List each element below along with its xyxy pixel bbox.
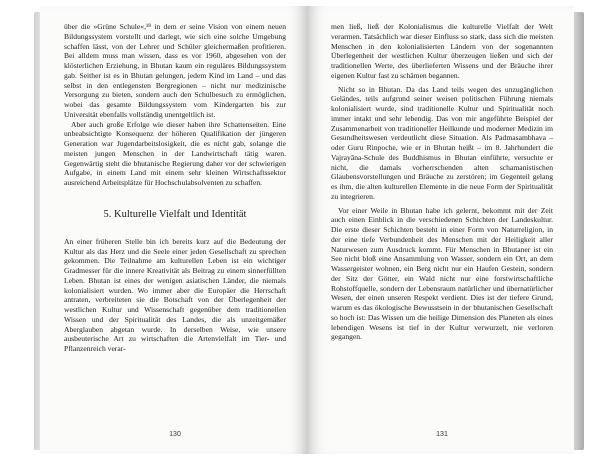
paragraph: über die »Grüne Schule«,¹⁸ in dem er seine Vision von einem neuen Bildungssystem vorstellt und darlegt, wie sich eine solche Umgebung schaffen lässt, von der Lehrer und Schüler gleichermaßen profitieren. Bei alldem muss man wissen, dass es vor 1960, abgesehen von der klösterlichen Erziehung, in Bhutan kaum ein reguläres Bildungssystem gab. Seither ist es in Bhutan gelungen, jedem Kind im Land – und das selbst in den entlegensten Bergregionen – nicht nur medizinische Versorgung zu bieten, sondern auch den Schulbesuch zu ermöglichen, wobei das gesamte Bildungssystem vom Kindergarten bis zur Universität ebenfalls vollständig unentgeltlich ist.: [64, 22, 286, 119]
paragraph: Nicht so in Bhutan. Da das Land teils wegen des unzugänglichen Geländes, teils aufgrund seiner weisen politischen Führung niemals kolonialisiert wurde, sind traditionelle Kultur und Spiritualität noch immer intakt und sehr lebendig. Das von mir angeführte Beispiel der Zusammenarbeit von traditioneller Heilkunde und moderner Medizin im Gesundheitswesen verdeutlicht diese Situation. Als Padmasambhava – oder Guru Rinpoche, wie er in Bhutan heißt – im 8. Jahrhundert die Vajrayāna-Schule des Buddhismus in Bhutan einführte, versuchte er nicht, die damals vorherrschenden alten schamanistischen Glaubensvorstellungen und Bräuche zu zerstören; im Gegenteil gelang es ihm, die alten kulturellen Elemente in die neue Form der Spiritualität zu integrieren.: [331, 84, 553, 201]
page-number-right: 131: [436, 431, 448, 438]
open-book: [40, 6, 574, 454]
page-number-left: 130: [169, 431, 181, 438]
paragraph: Vor einer Weile in Bhutan habe ich gelernt, bekommt mit der Zeit auch einen Einblick in die verschiedenen Schichten der Landeskultur. Die erste dieser Schichten besteht in einer Form von Naturreligion, in der eine tiefe Verbundenheit des Menschen mit der Heiligkeit aller Naturwesen zum Ausdruck kommt. Für Menschen in Bhutaner ist ein See nicht bloß eine Ansammlung von Wasser, sondern ein Ort, an dem Wassergeister wohnen, ein Berg nicht nur ein Haufen Gestein, sondern der Sitz der Götter, ein Wald nicht nur eine forstwirtschaftliche Rohstoffquelle, sondern der Lebensraum natürlicher und übernatürlicher Wesen, der einen unseren Respekt verdient. Dies ist der tiefere Grund, warum es das ökologische Bewusstsein in der bhutanischen Gesellschaft so hoch ist: Das Wissen um die heilige Dimension des Planeten als eines lebendigen Wesens ist tief in der Kultur verwurzelt, nie verloren gegangen.: [331, 205, 553, 342]
paragraph: Aber auch große Erfolge wie dieser haben ihre Schattenseiten. Eine unbeabsichtigte Konsequenz der höheren Qualifikation der jüngeren Generation war Jugendarbeitslosigkeit, die es nicht gab, solange die meisten jungen Menschen in der Landwirtschaft tätig waren. Gegenwärtig steht die bhutanische Regierung daher vor der schwierigen Aufgabe, in einem Land mit einem sehr kleinen Wirtschaftssektor ausreichend Arbeitsplätze für Hochschulabsolventen zu schaffen.: [64, 119, 286, 187]
paragraph: An einer früheren Stelle bin ich bereits kurz auf die Bedeutung der Kultur als das Herz und die Seele einer jeden Gesellschaft zu sprechen gekommen. Die Teilnahme am kulturellen Leben ist ein wichtiger Gradmesser für die innere Kreativität als Beitrag zu einem sinnerfüllten Leben. Bhutan ist eines der wenigen asiatischen Länder, die niemals kolonialisiert wurden. Wo immer aber die Europäer die Herrschaft antraten, verbreiteten sie die Botschaft von der Überlegenheit der westlichen Kultur und Wissenschaft gegenüber dem traditionellen Wissen und der Spiritualität des Landes, die als unzeitgemäßer Aberglauben abgetan wurde. In derselben Weise, wie unsere ausbeuterische Art zu wirtschaften die Artenvielfalt im Tier- und Pflanzenreich verar-: [64, 236, 286, 353]
left-page: [40, 6, 307, 454]
right-page: [307, 6, 574, 454]
right-page-text: [331, 22, 553, 342]
left-page-text: [64, 22, 286, 354]
paragraph: men ließ, ließ der Kolonialismus die kulturelle Vielfalt der Welt verarmen. Tatsächlich war dieser Einfluss so stark, dass sich die meisten Menschen in den kolonialisierten Ländern von der sogenannten Überlegenheit der westlichen Kultur überzeugen ließen und sich der traditionellen Werte, des überlieferten Wissens und der Bräuche ihrer eigenen Kultur fast zu schämen begannen.: [331, 22, 553, 80]
section-heading: 5. Kulturelle Vielfalt und Identität: [103, 208, 247, 220]
